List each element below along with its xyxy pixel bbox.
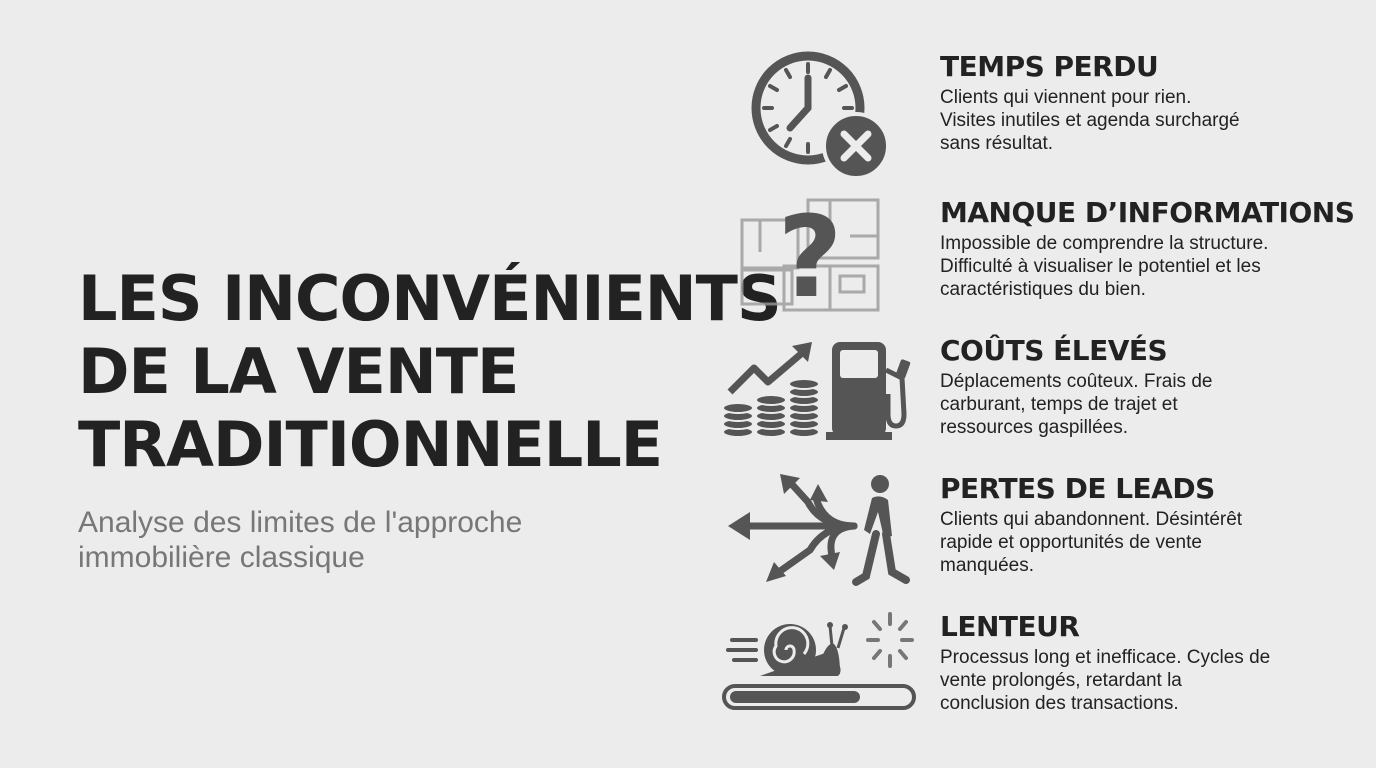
item-description-line: Difficulté à visualiser le potentiel et les [940, 256, 1261, 277]
svg-text:?: ? [777, 196, 843, 323]
floorplan-question-icon [720, 196, 920, 324]
coins-fuel-icon [720, 334, 920, 462]
item-couts-eleves [720, 334, 1340, 462]
arrows-walking-icon [720, 472, 920, 600]
item-description [940, 86, 1330, 155]
item-lenteur [720, 610, 1340, 738]
item-title: LENTEUR [940, 610, 1080, 643]
item-description [940, 508, 1330, 577]
item-description-line: Visites inutiles et agenda surchargé [940, 110, 1240, 131]
item-description-line: Processus long et inefficace. Cycles de [940, 647, 1271, 668]
item-title: TEMPS PERDU [940, 50, 1159, 83]
item-description-line: rapide et opportunités de vente [940, 532, 1202, 553]
item-title: COÛTS ÉLEVÉS [940, 334, 1168, 367]
page-title-line: DE LA VENTE [78, 335, 519, 408]
page-title-line: TRADITIONNELLE [78, 408, 663, 481]
item-description-line: vente prolongés, retardant la [940, 670, 1182, 691]
item-description-line: manquées. [940, 555, 1035, 576]
heading-block [78, 262, 781, 575]
item-description-line: Clients qui abandonnent. Désintérêt [940, 509, 1243, 530]
clock-x-icon [720, 50, 920, 178]
item-description-line: Impossible de comprendre la structure. [940, 233, 1269, 254]
page-title [78, 262, 781, 481]
item-title: MANQUE D’INFORMATIONS [940, 196, 1355, 229]
item-description-line: sans résultat. [940, 133, 1053, 154]
item-description [940, 646, 1330, 715]
item-description [940, 370, 1330, 439]
page-subtitle-line: Analyse des limites de l'approche [78, 506, 523, 539]
item-description-line: caractéristiques du bien. [940, 279, 1146, 300]
item-description-line: conclusion des transactions. [940, 693, 1179, 714]
item-manque-informations [720, 196, 1355, 324]
page-subtitle [78, 505, 698, 575]
item-description-line: Clients qui viennent pour rien. [940, 87, 1192, 108]
item-description [940, 232, 1330, 301]
item-title: PERTES DE LEADS [940, 472, 1215, 505]
snail-progress-icon [720, 610, 920, 738]
page-title-line: LES INCONVÉNIENTS [78, 262, 781, 335]
item-description-line: ressources gaspillées. [940, 417, 1128, 438]
item-pertes-leads [720, 472, 1340, 600]
item-temps-perdu [720, 50, 1340, 178]
page-subtitle-line: immobilière classique [78, 541, 365, 574]
item-description-line: carburant, temps de trajet et [940, 394, 1178, 415]
item-description-line: Déplacements coûteux. Frais de [940, 371, 1213, 392]
